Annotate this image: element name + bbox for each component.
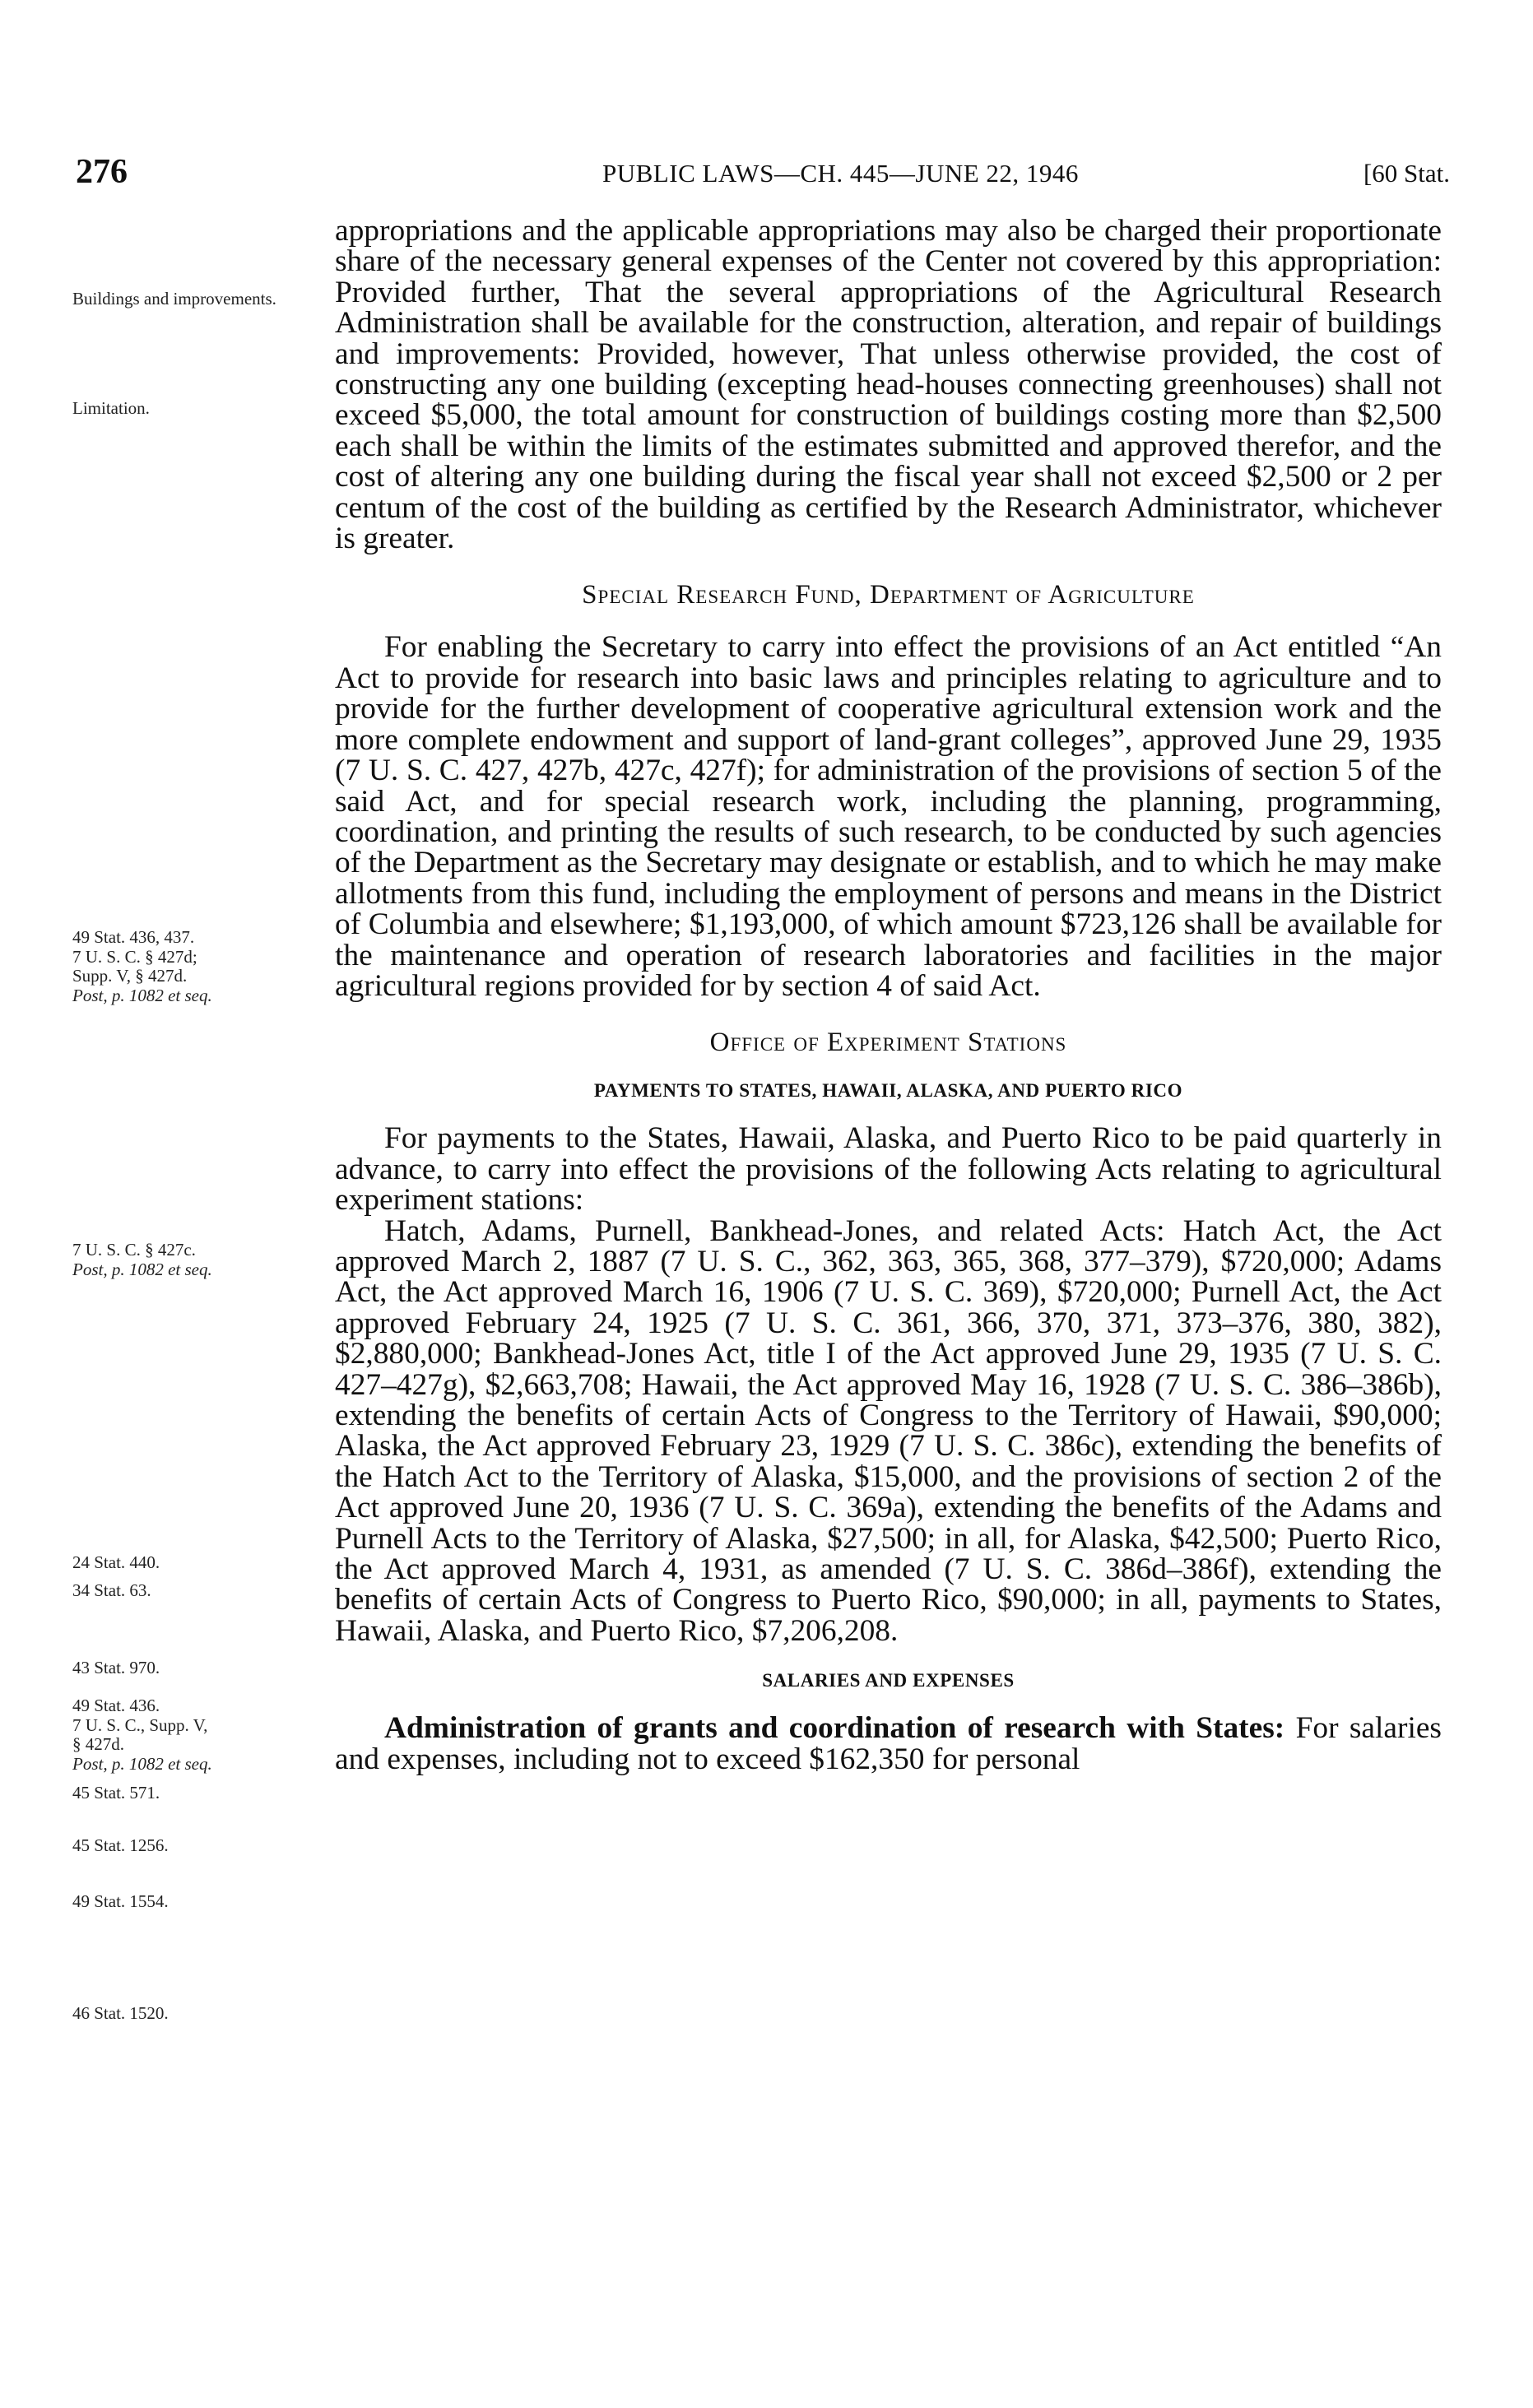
paragraph-lead-bold: Administration of grants and coordination of research with States: [384, 1711, 1285, 1746]
margin-note-ref3 [72, 1553, 319, 1573]
margin-note-line: 49 Stat. 436. [72, 1696, 160, 1715]
margin-note-text: 43 Stat. 970. [72, 1658, 160, 1677]
margin-note-ref4 [72, 1581, 319, 1601]
paragraph-payments-acts: Hatch, Adams, Purnell, Bankhead-Jones, and related Acts: Hatch Act, the Act approved March 2, 1887 (7 U. S. C., 362, 363, 365, 368, 377–379), $720,000; Adams Act, the Act approved March 16, 1906 (7 U. S. C. 369), $720,000; Purnell Act, the Act approved February 24, 1925 (7 U. S. C. 361, 366, 370, 371, 373–376, 380, 382), $2,880,000; Bankhead-Jones Act, title I of the Act approved June 29, 1935 (7 U. S. C. 427–427g), $2,663,708; Hawaii, the Act approved May 16, 1928 (7 U. S. C. 386–386b), extending the benefits of certain Acts of Congress to the Territory of Hawaii, $90,000; Alaska, the Act approved February 23, 1929 (7 U. S. C. 386c), extending the benefits of the Hatch Act to the Territory of Alaska, $15,000, and the provisions of section 2 of the Act approved June 20, 1936 (7 U. S. C. 369a), extending the benefits of the Adams and Purnell Acts to the Territory of Alaska, $27,500; in all, for Alaska, $42,500; Puerto Rico, the Act approved March 4, 1931, as amended (7 U. S. C. 386d–386f), extending the benefits of certain Acts of Congress to Puerto Rico, $90,000; in all, payments to States, Hawaii, Alaska, and Puerto Rico, $7,206,208. [335, 1213, 1442, 1648]
paragraph-rest: For salaries and expenses, including not to exceed $162,350 for personal [335, 1711, 1442, 1776]
margin-note-ref5 [72, 1659, 319, 1678]
margin-note-ref9 [72, 1892, 319, 1912]
margin-note-text: 49 Stat. 1554. [72, 1891, 169, 1911]
section-heading-special-research-fund: Special Research Fund, Department of Agriculture [582, 580, 1195, 610]
margin-note-line: § 427d. [72, 1734, 124, 1755]
margin-note-text: 45 Stat. 1256. [72, 1835, 169, 1855]
paragraph-administration-grants [335, 1713, 1442, 1775]
margin-note-line: Supp. V, § 427d. [72, 966, 188, 986]
margin-note-limitation [72, 399, 319, 419]
paragraph-special-research-fund: For enabling the Secretary to carry into effect the provisions of an Act entitled “An Act to provide for research into basic laws and principles relating to agriculture and to provide for the further development of cooperative agricultural extension work and the more complete endowment and support of land-grant colleges”, approved June 29, 1935 (7 U. S. C. 427, 427b, 427c, 427f); for administration of the provisions of section 5 of the said Act, and for special research work, including the planning, programming, coordination, and printing the results of such research, to be conducted by such agencies of the Department as the Secretary may designate or establish, and to which he may make allotments from this fund, including the employment of persons and means in the District of Columbia and elsewhere; $1,193,000, of which amount $723,126 shall be available for the maintenance and operation of research laboratories and facilities in the major agricultural regions provided for by section 4 of said Act. [335, 630, 1442, 1003]
margin-note-line: 7 U. S. C. § 427d; [72, 946, 197, 967]
margin-note-ref2 [72, 1241, 319, 1279]
margin-note-line: Post, p. 1082 et seq. [72, 1753, 212, 1774]
margin-note-line: Post, p. 1082 et seq. [72, 985, 212, 1005]
margin-note-ref1 [72, 928, 319, 1005]
margin-note-ref7 [72, 1784, 319, 1803]
subheading-payments-to-states: PAYMENTS TO STATES, HAWAII, ALASKA, AND PUERTO RICO [593, 1080, 1183, 1102]
subheading-salaries-expenses: SALARIES AND EXPENSES [762, 1670, 1015, 1691]
margin-note-text: 24 Stat. 440. [72, 1552, 160, 1572]
margin-note-line: 49 Stat. 436, 437. [72, 927, 195, 947]
section-heading-experiment-stations: Office of Experiment Stations [709, 1028, 1067, 1058]
volume-reference: [60 Stat. [1363, 159, 1450, 188]
margin-note-text: 34 Stat. 63. [72, 1580, 151, 1600]
paragraph-buildings: appropriations and the applicable appropriations may also be charged their proportionate share of the necessary general expenses of the Center not covered by this appropriation: Provided further, That the several appropriations of the Agricultural Research Administration shall be available for the construction, alteration, and repair of buildings and improvements: Provided, however, That unless otherwise provided, the cost of constructing any one building (excepting head-houses connecting greenhouses) shall not exceed $5,000, the total amount for construction of buildings costing more than $2,500 each shall be within the limits of the estimates submitted and approved therefor, and the cost of altering any one building during the fiscal year shall not exceed $2,500 or 2 per centum of the cost of the building as certified by the Research Administrator, whichever is greater. [335, 214, 1442, 556]
margin-note-buildings [72, 290, 319, 309]
margin-note-line: Post, p. 1082 et seq. [72, 1259, 212, 1279]
running-head: PUBLIC LAWS—CH. 445—JUNE 22, 1946 [602, 159, 1079, 188]
page-header [76, 152, 1450, 193]
margin-note-text: 46 Stat. 1520. [72, 2003, 169, 2023]
margin-note-ref10 [72, 2004, 319, 2024]
margin-note-text: Limitation. [72, 398, 150, 418]
margin-note-ref8 [72, 1836, 319, 1856]
margin-note-line: 7 U. S. C., Supp. V, [72, 1714, 208, 1735]
body-column [335, 216, 1442, 1775]
page-number: 276 [76, 153, 128, 191]
paragraph-payments-intro: For payments to the States, Hawaii, Alaska, and Puerto Rico to be paid quarterly in advance, to carry into effect the provisions of the following Acts relating to agricultural experiment stations: [335, 1121, 1442, 1218]
margin-note-ref6 [72, 1696, 319, 1774]
margin-note-text: 45 Stat. 571. [72, 1783, 160, 1803]
margin-note-line: 7 U. S. C. § 427c. [72, 1240, 196, 1260]
margin-note-text: Buildings and improvements. [72, 289, 276, 309]
